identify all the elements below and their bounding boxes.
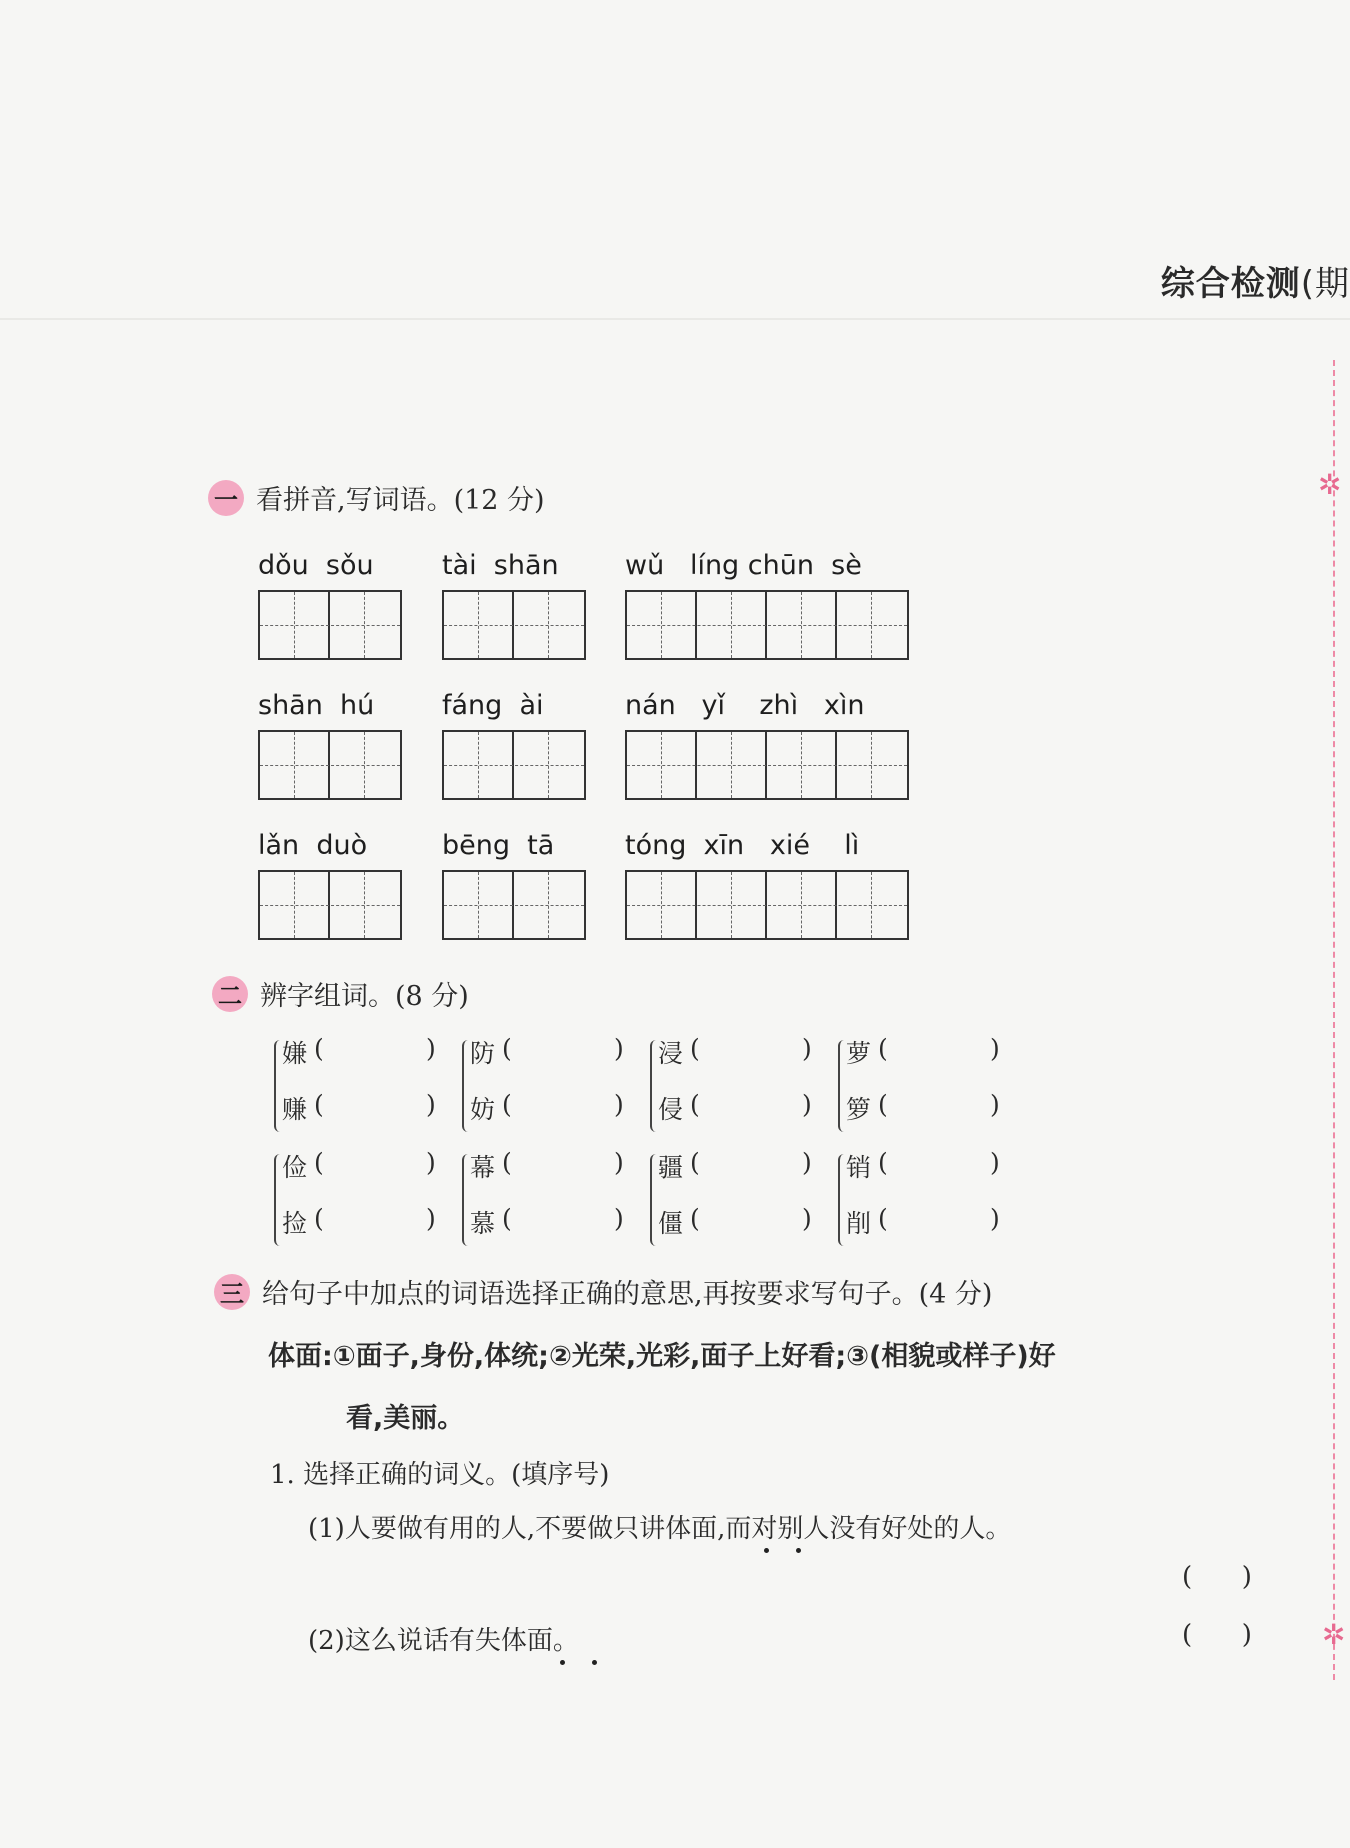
emphasis-dot — [592, 1660, 597, 1665]
word-pair — [832, 1148, 1007, 1253]
grid-cell — [479, 872, 514, 938]
grid-cell — [330, 872, 365, 938]
grid-cell — [732, 872, 767, 938]
pinyin-label: lǎn duò — [258, 830, 368, 861]
word-pair — [644, 1148, 819, 1253]
emphasis-dot — [796, 1548, 801, 1553]
question-1-2: (2)这么说话有失体面。 — [308, 1626, 579, 1656]
answer-blank-close: ) — [990, 1148, 1000, 1177]
grid-cell — [767, 732, 802, 798]
pinyin-label: tài shān — [442, 550, 559, 581]
answer-blank-open[interactable]: ( — [690, 1090, 700, 1119]
word-pair — [456, 1148, 631, 1253]
word-pair — [644, 1034, 819, 1139]
answer-blank-close: ) — [802, 1148, 812, 1177]
pair-character: 僵 — [658, 1209, 684, 1238]
grid-cell — [802, 732, 837, 798]
grid-cell — [802, 592, 837, 658]
grid-cell — [662, 872, 697, 938]
pair-character: 浸 — [658, 1039, 684, 1068]
pinyin-label: nán yǐ zhì xìn — [625, 690, 865, 721]
pinyin-label: dǒu sǒu — [258, 550, 374, 581]
word-pair — [268, 1148, 443, 1253]
section-3-heading — [214, 1272, 992, 1311]
star-icon: ✲ — [1318, 468, 1342, 501]
grid-cell — [444, 872, 479, 938]
answer-blank-close: ) — [426, 1204, 436, 1233]
answer-blank-open[interactable]: ( — [314, 1090, 324, 1119]
answer-blank-open[interactable]: ( — [878, 1204, 888, 1233]
section-2-instruction: 辨字组词。(8 分) — [260, 981, 469, 1012]
writing-grid[interactable] — [258, 730, 402, 800]
answer-blank-close: ) — [426, 1148, 436, 1177]
answer-blank-open[interactable]: ( — [502, 1034, 512, 1063]
grid-cell — [514, 732, 549, 798]
grid-cell — [365, 732, 400, 798]
emphasis-dot — [560, 1660, 565, 1665]
answer-blank-2[interactable]: ( ) — [1182, 1620, 1252, 1650]
answer-blank-close: ) — [614, 1090, 624, 1119]
word-pair — [832, 1034, 1007, 1139]
answer-blank-open[interactable]: ( — [502, 1148, 512, 1177]
answer-blank-close: ) — [802, 1090, 812, 1119]
grid-cell — [549, 872, 584, 938]
pair-character: 嫌 — [282, 1039, 308, 1068]
pair-character: 幕 — [470, 1153, 496, 1182]
pair-character: 捡 — [282, 1209, 308, 1238]
answer-blank-open[interactable]: ( — [314, 1148, 324, 1177]
pair-character: 销 — [846, 1153, 872, 1182]
answer-blank-open[interactable]: ( — [502, 1090, 512, 1119]
grid-cell — [330, 592, 365, 658]
answer-blank-open[interactable]: ( — [878, 1034, 888, 1063]
answer-blank-1[interactable]: ( ) — [1182, 1562, 1252, 1592]
grid-cell — [837, 872, 872, 938]
pair-character: 削 — [846, 1209, 872, 1238]
answer-blank-close: ) — [802, 1204, 812, 1233]
grid-cell — [479, 732, 514, 798]
section-number-badge: 二 — [212, 976, 248, 1012]
star-icon: ✲ — [1322, 1618, 1346, 1651]
pinyin-label: wǔ líng chūn sè — [625, 550, 862, 581]
section-1-instruction: 看拼音,写词语。(12 分) — [256, 485, 545, 516]
grid-cell — [260, 872, 295, 938]
grid-cell — [802, 872, 837, 938]
answer-blank-open[interactable]: ( — [314, 1204, 324, 1233]
question-1-1: (1)人要做有用的人,不要做只讲体面,而对别人没有好处的人。 — [308, 1514, 1012, 1544]
grid-cell — [260, 732, 295, 798]
pair-character: 防 — [470, 1039, 496, 1068]
answer-blank-close: ) — [614, 1204, 624, 1233]
grid-cell — [330, 732, 365, 798]
grid-cell — [872, 592, 907, 658]
grid-cell — [514, 592, 549, 658]
answer-blank-close: ) — [990, 1204, 1000, 1233]
grid-cell — [627, 872, 662, 938]
grid-cell — [365, 592, 400, 658]
grid-cell — [662, 592, 697, 658]
grid-cell — [732, 592, 767, 658]
grid-cell — [662, 732, 697, 798]
page-header-title — [1161, 256, 1350, 305]
grid-cell — [260, 592, 295, 658]
answer-blank-close: ) — [614, 1148, 624, 1177]
grid-cell — [697, 592, 732, 658]
writing-grid[interactable] — [625, 590, 909, 660]
grid-cell — [697, 732, 732, 798]
answer-blank-open[interactable]: ( — [502, 1204, 512, 1233]
pair-character: 侵 — [658, 1095, 684, 1124]
grid-cell — [697, 872, 732, 938]
grid-cell — [627, 732, 662, 798]
grid-cell — [732, 732, 767, 798]
section-3-instruction: 给句子中加点的词语选择正确的意思,再按要求写句子。(4 分) — [262, 1279, 993, 1310]
grid-cell — [444, 592, 479, 658]
definition-line-2: 看,美丽。 — [346, 1403, 465, 1434]
pinyin-label: shān hú — [258, 690, 375, 721]
writing-grid[interactable] — [442, 590, 586, 660]
pair-character: 俭 — [282, 1153, 308, 1182]
answer-blank-close: ) — [990, 1090, 1000, 1119]
answer-blank-open[interactable]: ( — [314, 1034, 324, 1063]
answer-blank-close: ) — [990, 1034, 1000, 1063]
answer-blank-close: ) — [802, 1034, 812, 1063]
grid-cell — [549, 732, 584, 798]
grid-cell — [479, 592, 514, 658]
answer-blank-open[interactable]: ( — [690, 1204, 700, 1233]
pinyin-label: fáng ài — [442, 690, 544, 721]
emphasis-dot — [764, 1548, 769, 1553]
grid-cell — [872, 732, 907, 798]
definition-line-1: 体面:①面子,身份,体统;②光荣,光彩,面子上好看;③(相貌或样子)好 — [268, 1341, 1056, 1372]
question-1-title: 1. 选择正确的词义。(填序号) — [270, 1460, 610, 1490]
writing-grid[interactable] — [442, 870, 586, 940]
word-pair — [456, 1034, 631, 1139]
grid-cell — [365, 872, 400, 938]
pair-character: 慕 — [470, 1209, 496, 1238]
pinyin-label: tóng xīn xié lì — [625, 830, 860, 861]
section-1-heading — [208, 478, 545, 517]
section-number-badge: 三 — [214, 1274, 250, 1310]
grid-cell — [295, 732, 330, 798]
grid-cell — [837, 592, 872, 658]
pair-character: 赚 — [282, 1095, 308, 1124]
section-2-heading — [212, 974, 469, 1013]
answer-blank-open[interactable]: ( — [690, 1034, 700, 1063]
writing-grid[interactable] — [258, 590, 402, 660]
pair-character: 箩 — [846, 1095, 872, 1124]
pair-character: 疆 — [658, 1153, 684, 1182]
pair-character: 妨 — [470, 1095, 496, 1124]
writing-grid[interactable] — [625, 730, 909, 800]
grid-cell — [872, 872, 907, 938]
grid-cell — [767, 592, 802, 658]
grid-cell — [549, 592, 584, 658]
grid-cell — [514, 872, 549, 938]
answer-blank-open[interactable]: ( — [878, 1090, 888, 1119]
grid-cell — [837, 732, 872, 798]
grid-cell — [295, 592, 330, 658]
grid-cell — [767, 872, 802, 938]
answer-blank-open[interactable]: ( — [878, 1148, 888, 1177]
section-number-badge: 一 — [208, 480, 244, 516]
word-pair — [268, 1034, 443, 1139]
writing-grid[interactable] — [442, 730, 586, 800]
header-title-text: 综合检测 — [1160, 264, 1301, 304]
grid-cell — [444, 732, 479, 798]
answer-blank-close: ) — [614, 1034, 624, 1063]
margin-dashed-line — [1333, 360, 1335, 1680]
answer-blank-close: ) — [426, 1034, 436, 1063]
pair-character: 萝 — [846, 1039, 872, 1068]
pinyin-label: bēng tā — [442, 830, 555, 861]
grid-cell — [627, 592, 662, 658]
answer-blank-close: ) — [426, 1090, 436, 1119]
header-divider — [0, 318, 1350, 320]
header-subtitle-partial: (期 — [1300, 264, 1350, 304]
writing-grid[interactable] — [258, 870, 402, 940]
answer-blank-open[interactable]: ( — [690, 1148, 700, 1177]
grid-cell — [295, 872, 330, 938]
writing-grid[interactable] — [625, 870, 909, 940]
